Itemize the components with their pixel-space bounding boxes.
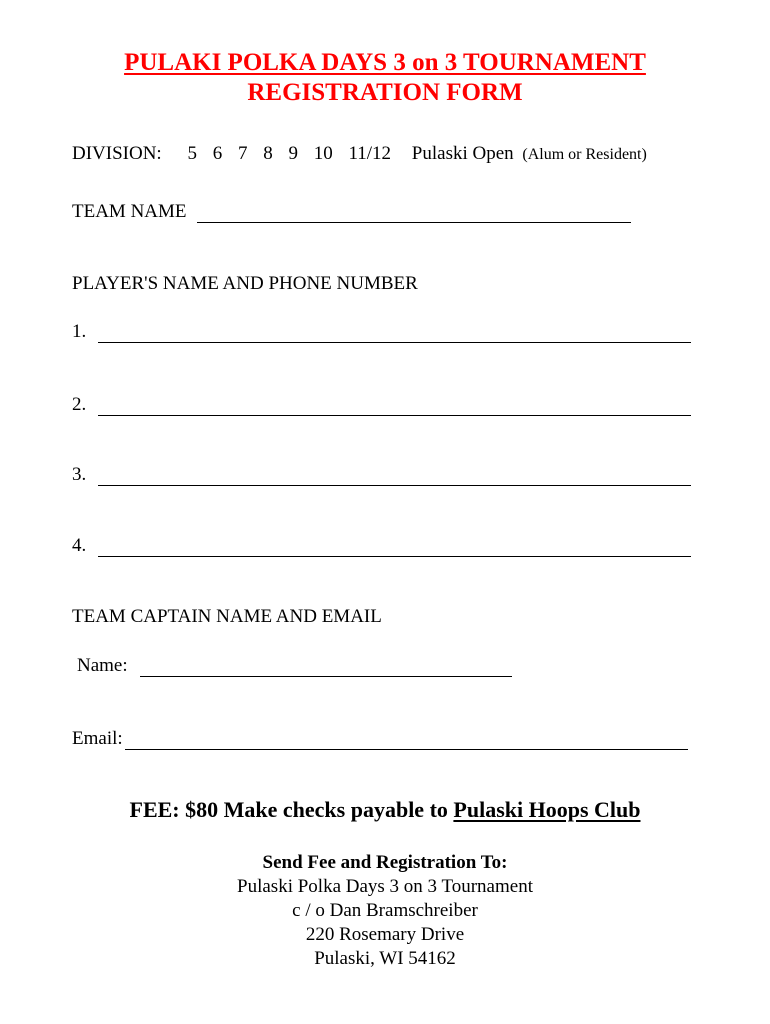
mailing-line-4: Pulaski, WI 54162 [314, 948, 456, 969]
player-row-2 [72, 394, 691, 416]
form-subtitle: REGISTRATION FORM [247, 79, 523, 106]
division-open-note: (Alum or Resident) [522, 146, 647, 163]
division-option-open[interactable]: Pulaski Open [411, 143, 514, 164]
player-row-4 [72, 535, 691, 557]
division-option-7[interactable]: 7 [237, 143, 248, 164]
form-title: PULAKI POLKA DAYS 3 on 3 TOURNAMENT [124, 49, 646, 76]
team-name-label: TEAM NAME [72, 201, 187, 222]
captain-email-field[interactable] [125, 731, 688, 750]
mailing-line-3: 220 Rosemary Drive [305, 924, 465, 945]
captain-name-field[interactable] [140, 658, 512, 677]
division-label: DIVISION: [72, 143, 162, 164]
captain-heading: TEAM CAPTAIN NAME AND EMAIL [72, 606, 382, 627]
captain-name-label: Name: [77, 655, 128, 676]
mailing-address [0, 851, 770, 971]
team-name-row [72, 201, 631, 223]
mailing-line-1: Pulaski Polka Days 3 on 3 Tournament [237, 876, 533, 897]
payee-name: Pulaski Hoops Club [453, 797, 641, 822]
captain-email-label: Email: [72, 728, 123, 749]
team-name-field[interactable] [197, 204, 631, 223]
division-option-9[interactable]: 9 [288, 143, 298, 164]
mailing-line-2: c / o Dan Bramschreiber [292, 900, 478, 921]
division-option-11-12[interactable]: 11/12 [348, 143, 392, 164]
division-option-5[interactable]: 5 [187, 143, 197, 164]
player-1-field[interactable] [98, 324, 691, 343]
player-4-field[interactable] [98, 538, 691, 557]
player-number: 1. [72, 321, 87, 342]
player-3-field[interactable] [98, 467, 691, 486]
mailing-heading: Send Fee and Registration To: [262, 852, 508, 873]
division-option-8[interactable]: 8 [263, 143, 273, 164]
player-row-1 [72, 321, 691, 343]
player-2-field[interactable] [98, 397, 691, 416]
division-option-6[interactable]: 6 [212, 143, 223, 164]
player-row-3 [72, 464, 691, 486]
division-row [72, 143, 647, 165]
player-number: 2. [72, 394, 87, 415]
players-heading: PLAYER'S NAME AND PHONE NUMBER [72, 273, 418, 294]
fee-text: FEE: $80 Make checks payable to [129, 797, 448, 822]
division-option-10[interactable]: 10 [313, 143, 333, 164]
captain-email-row [72, 728, 688, 750]
player-number: 4. [72, 535, 87, 556]
fee-line [0, 797, 770, 823]
captain-name-row [77, 655, 512, 677]
player-number: 3. [72, 464, 87, 485]
